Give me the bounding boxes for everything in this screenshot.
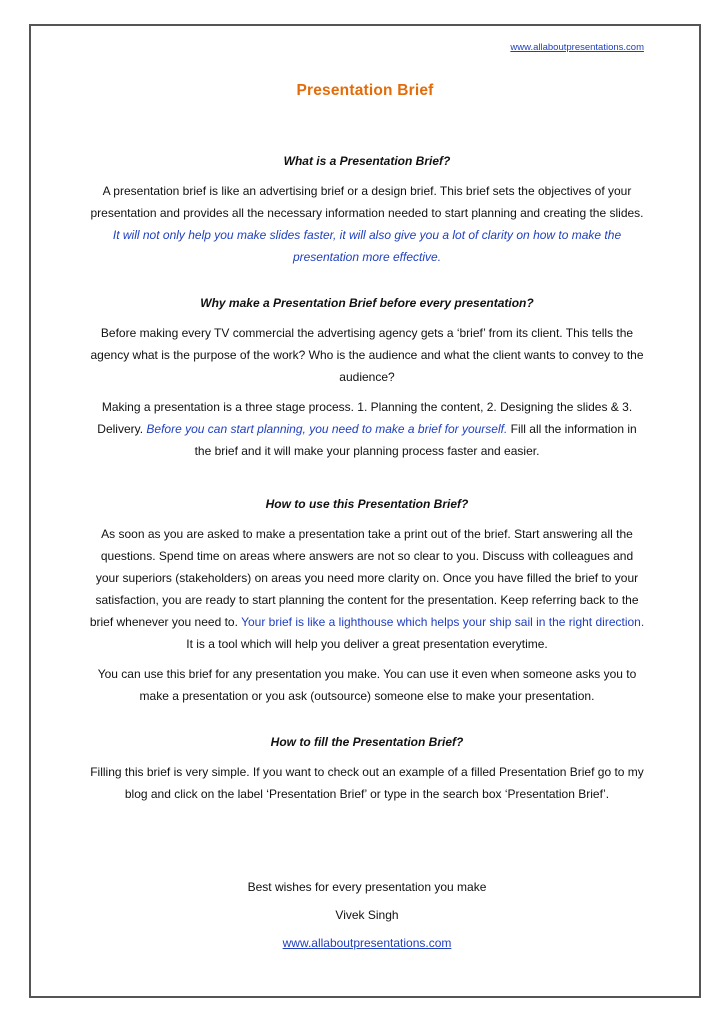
section-heading: How to use this Presentation Brief? bbox=[265, 497, 469, 511]
paragraph-text: Making a presentation is a three stage process. 1. Planning the content, 2. Designing the slides & 3. Delivery. bbox=[97, 400, 633, 436]
paragraph-emphasis: Before you can start planning, you need to make a brief for yourself. bbox=[146, 422, 508, 436]
section-heading: How to fill the Presentation Brief? bbox=[270, 735, 464, 749]
paragraph-emphasis: It will not only help you make slides faster, it will also give you a lot of clarity on how to make the presentation more effective. bbox=[112, 228, 622, 264]
footer-link-line bbox=[89, 932, 645, 954]
paragraph-text: Fill all the information in the brief and it will make your planning process faster and easier. bbox=[194, 422, 637, 458]
paragraph bbox=[89, 523, 645, 655]
section-how-to-use bbox=[89, 493, 645, 707]
section-how-to-fill bbox=[89, 731, 645, 805]
page-title: Presentation Brief bbox=[296, 82, 434, 99]
section-heading: What is a Presentation Brief? bbox=[283, 154, 451, 168]
footer-wishes: Best wishes for every presentation you make bbox=[247, 880, 487, 894]
paragraph-text: Filling this brief is very simple. If you want to check out an example of a filled Presentation Brief go to my blog and click on the label ‘Presentation Brief’ or type in the search box ‘Presentation Brief’. bbox=[90, 765, 644, 801]
paragraph bbox=[89, 322, 645, 388]
paragraph-text: Before making every TV commercial the advertising agency gets a ‘brief’ from its client. This tells the agency what is the purpose of the work? Who is the audience and what the client wants to convey to the audience? bbox=[90, 326, 644, 384]
paragraph bbox=[89, 180, 645, 268]
footer-site-link[interactable]: www.allaboutpresentations.com bbox=[282, 936, 452, 950]
paragraph bbox=[89, 663, 645, 707]
document-page bbox=[29, 24, 701, 998]
paragraph bbox=[89, 761, 645, 805]
header-site-link[interactable]: www.allaboutpresentations.com bbox=[510, 42, 644, 53]
paragraph-text: A presentation brief is like an advertising brief or a design brief. This brief sets the objectives of your presentation and provides all the necessary information needed to start planning and creating the slides. bbox=[90, 184, 644, 220]
paragraph bbox=[89, 396, 645, 462]
footer-author: Vivek Singh bbox=[335, 908, 399, 922]
section-heading: Why make a Presentation Brief before every presentation? bbox=[200, 296, 534, 310]
paragraph-text: You can use this brief for any presentation you make. You can use it even when someone asks you to make a presentation or you ask (outsource) someone else to make your presentation. bbox=[97, 667, 637, 703]
paragraph-text: As soon as you are asked to make a presentation take a print out of the brief. Start answering all the questions. Spend time on areas where answers are not so clear to you. Discuss with colleagues and your superiors (stakeholders) on areas you need more clarity on. Once you have filled the brief to your satisfaction, you are ready to start planning the content for the presentation. Keep referring back to the brief whenever you need to. bbox=[89, 527, 639, 629]
paragraph-text: It is a tool which will help you deliver a great presentation everytime. bbox=[186, 637, 548, 651]
paragraph-highlight: Your brief is like a lighthouse which helps your ship sail in the right direction. bbox=[241, 615, 645, 629]
footer bbox=[89, 876, 645, 954]
section-what-is bbox=[89, 150, 645, 268]
section-why-make bbox=[89, 292, 645, 462]
